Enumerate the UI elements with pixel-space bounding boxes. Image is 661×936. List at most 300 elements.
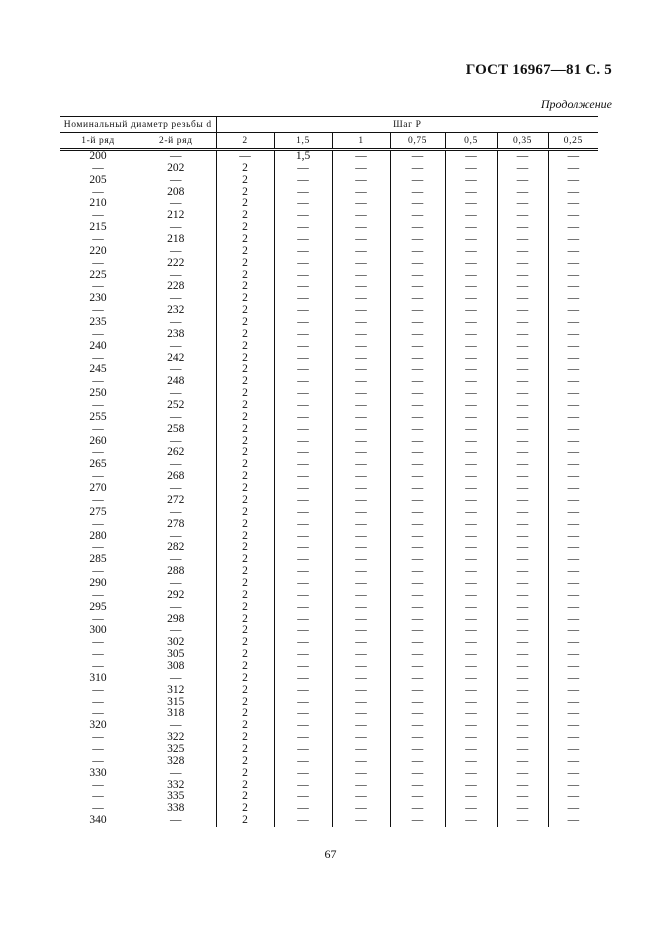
table-cell: — [136,293,216,305]
table-cell: — [567,411,580,423]
table-cell: — [497,637,548,649]
table-cell: — [390,661,445,673]
table-cell: — [497,293,548,305]
table-cell: — [92,696,104,708]
table-cell: 230 [89,293,107,305]
table-cell: — [274,388,332,400]
table-cell: — [274,210,332,222]
table-cell: — [497,697,548,709]
table-cell: — [497,376,548,388]
table-row [60,246,598,258]
table-cell: — [567,637,580,649]
table-cell: — [274,495,332,507]
table-cell: — [567,352,580,364]
table-row [60,353,598,365]
table-cell: — [567,150,580,162]
table-cell: — [390,246,445,258]
table-cell: — [445,566,497,578]
table-cell: — [274,744,332,756]
table-row [60,732,598,744]
table-cell: 285 [89,554,107,566]
table-cell: — [332,424,390,436]
table-cell: 315 [136,697,216,709]
table-cell: — [445,625,497,637]
table-row [60,720,598,732]
table-cell: — [390,281,445,293]
table-cell: — [497,258,548,270]
table-cell: — [497,685,548,697]
table-cell: — [92,637,104,649]
table-cell: 258 [136,424,216,436]
table-cell: 218 [136,234,216,246]
table-cell: — [497,744,548,756]
table-cell: 1,5 [274,150,332,163]
table-cell: — [497,649,548,661]
table-cell: — [390,305,445,317]
table-cell: 332 [136,780,216,792]
table-cell: — [567,613,580,625]
table-cell: 212 [136,210,216,222]
table-cell: 208 [136,187,216,199]
table-cell: — [445,258,497,270]
table-cell: — [445,542,497,554]
table-cell: — [274,483,332,495]
table-cell: — [390,697,445,709]
table-cell: — [567,174,580,186]
table-cell: — [274,412,332,424]
table-row [60,566,598,578]
table-cell: — [92,779,104,791]
table-cell: 202 [136,163,216,175]
header-pitch: Шаг P [216,117,598,133]
table-row [60,364,598,376]
table-cell: — [567,328,580,340]
table-cell: — [445,329,497,341]
table-cell: — [92,684,104,696]
table-cell: — [567,198,580,210]
table-cell: — [216,150,274,163]
table-cell: — [567,589,580,601]
table-cell: — [390,258,445,270]
table-row [60,614,598,626]
table-cell: — [390,234,445,246]
table-cell: — [92,210,104,222]
table-cell: — [390,519,445,531]
table-cell: 2 [216,566,274,578]
table-cell: — [332,329,390,341]
table-cell: — [92,542,104,554]
table-cell: — [567,210,580,222]
table-cell: — [567,791,580,803]
table-cell: 2 [216,495,274,507]
table-cell: — [567,162,580,174]
table-cell: — [567,471,580,483]
table-cell: — [567,447,580,459]
table-cell: 288 [136,566,216,578]
table-cell: 262 [136,447,216,459]
table-cell: — [390,566,445,578]
table-cell: — [497,317,548,329]
table-cell: — [445,720,497,732]
table-cell: 2 [216,483,274,495]
table-cell: — [497,673,548,685]
table-cell: — [92,423,104,435]
table-cell: — [497,270,548,282]
table-cell: — [567,542,580,554]
table-cell: — [136,531,216,543]
table-cell: 298 [136,614,216,626]
table-cell: — [92,281,104,293]
table-cell: — [445,602,497,614]
table-row [60,281,598,293]
table-cell: — [497,353,548,365]
table-cell: — [92,447,104,459]
table-cell: — [274,697,332,709]
table-cell: — [445,412,497,424]
table-cell: — [136,459,216,471]
table-cell: 2 [216,198,274,210]
header-pitch-col: 1,5 [274,133,332,150]
table-cell: — [274,590,332,602]
header-pitch-col: 0,5 [445,133,497,150]
table-cell: — [92,471,104,483]
table-cell: 272 [136,495,216,507]
table-cell: — [274,424,332,436]
table-cell: — [445,507,497,519]
table-cell: 2 [216,780,274,792]
table-cell: 2 [216,436,274,448]
table-cell: — [274,353,332,365]
table-cell: — [390,791,445,803]
continuation-label: Продолжение [540,97,612,111]
table-cell: — [136,364,216,376]
table-cell: 2 [216,424,274,436]
table-cell: — [390,163,445,175]
table-cell: 308 [136,661,216,673]
table-cell: — [497,732,548,744]
table-cell: — [332,566,390,578]
table-cell: — [274,258,332,270]
table-row [60,483,598,495]
table-row [60,780,598,792]
table-cell: — [390,341,445,353]
table-cell: 225 [89,269,107,281]
table-cell: 2 [216,815,274,827]
table-cell: 2 [216,341,274,353]
table-cell: — [567,281,580,293]
table-cell: 2 [216,625,274,637]
table-cell: 200 [89,150,107,162]
table-cell: — [497,341,548,353]
table-row [60,376,598,388]
table-cell: — [567,293,580,305]
table-cell: — [332,507,390,519]
table-cell: — [274,708,332,720]
table-cell: — [445,744,497,756]
table-cell: — [445,483,497,495]
table-cell: 275 [89,506,107,518]
table-cell: — [445,187,497,199]
table-cell: — [567,577,580,589]
table-cell: 2 [216,388,274,400]
table-row [60,459,598,471]
table-cell: 2 [216,519,274,531]
table-cell: — [445,222,497,234]
table-cell: — [332,625,390,637]
table-cell: 2 [216,578,274,590]
table-cell: — [497,388,548,400]
table-cell: — [497,187,548,199]
table-cell: — [497,364,548,376]
table-cell: 2 [216,471,274,483]
table-cell: 2 [216,163,274,175]
table-cell: — [390,815,445,827]
table-cell: 265 [89,459,107,471]
table-cell: — [567,269,580,281]
table-cell: — [390,507,445,519]
table-cell: 300 [89,625,107,637]
table-cell: — [497,803,548,815]
table-cell: — [567,732,580,744]
table-cell: — [497,329,548,341]
table-cell: — [567,305,580,317]
table-cell: — [390,625,445,637]
table-cell: — [390,198,445,210]
table-row [60,175,598,187]
table-cell: — [332,317,390,329]
table-cell: — [92,352,104,364]
table-cell: — [567,459,580,471]
table-row [60,412,598,424]
table-cell: — [567,743,580,755]
table-cell: 2 [216,637,274,649]
table-cell: — [390,329,445,341]
table-cell: — [390,542,445,554]
table-cell: — [274,246,332,258]
table-cell: — [567,803,580,815]
table-cell: 250 [89,388,107,400]
table-row [60,305,598,317]
table-cell: — [390,222,445,234]
table-cell: — [445,471,497,483]
table-cell: — [390,187,445,199]
table-cell: — [332,590,390,602]
table-cell: 228 [136,281,216,293]
table-cell: — [92,566,104,578]
table-cell: — [445,756,497,768]
table-cell: 325 [136,744,216,756]
table-cell: — [332,270,390,282]
table-cell: — [274,542,332,554]
table-cell: 338 [136,803,216,815]
table-cell: — [390,602,445,614]
table-cell: — [567,554,580,566]
table-row [60,447,598,459]
table-cell: — [390,175,445,187]
table-cell: 2 [216,293,274,305]
table-cell: — [567,388,580,400]
table-cell: — [274,471,332,483]
document-code: ГОСТ 16967—81 С. 5 [465,62,612,78]
table-cell: — [274,317,332,329]
table-cell: — [567,767,580,779]
table-cell: — [567,400,580,412]
table-cell: — [332,246,390,258]
table-cell: — [390,424,445,436]
table-cell: — [274,637,332,649]
table-cell: — [274,376,332,388]
table-cell: — [445,424,497,436]
table-cell: — [445,210,497,222]
table-cell: — [92,732,104,744]
table-cell: 2 [216,246,274,258]
table-cell: — [445,317,497,329]
table-cell: — [445,270,497,282]
table-cell: — [567,423,580,435]
table-cell: — [567,364,580,376]
table-cell: — [497,198,548,210]
table-cell: — [92,305,104,317]
table-cell: — [274,187,332,199]
table-cell: — [136,720,216,732]
table-cell: — [274,281,332,293]
table-cell: — [567,506,580,518]
table-row [60,293,598,305]
table-cell: — [332,768,390,780]
table-cell: — [274,293,332,305]
table-cell: — [567,234,580,246]
table-cell: — [445,175,497,187]
table-cell: 340 [89,815,107,827]
table-cell: — [274,578,332,590]
table-cell: — [445,293,497,305]
table-cell: — [445,637,497,649]
table-cell: 255 [89,411,107,423]
table-cell: 305 [136,649,216,661]
table-cell: — [332,614,390,626]
table-row [60,554,598,566]
table-cell: — [332,471,390,483]
table-cell: — [390,732,445,744]
table-cell: — [136,602,216,614]
table-cell: — [136,150,216,163]
table-cell: — [332,649,390,661]
table-cell: 2 [216,329,274,341]
table-cell: 330 [89,767,107,779]
table-cell: — [390,376,445,388]
table-cell: 278 [136,519,216,531]
table-cell: — [567,317,580,329]
table-cell: — [390,803,445,815]
table-cell: 242 [136,353,216,365]
table-row [60,602,598,614]
table-row [60,708,598,720]
table-cell: — [390,685,445,697]
table-cell: — [497,507,548,519]
table-cell: — [497,756,548,768]
table-row [60,791,598,803]
table-cell: 2 [216,720,274,732]
table-cell: — [92,649,104,661]
table-cell: — [497,150,548,163]
table-cell: — [332,744,390,756]
table-cell: — [332,234,390,246]
table-cell: — [332,388,390,400]
table-cell: 2 [216,614,274,626]
table-cell: — [332,732,390,744]
table-cell: — [274,531,332,543]
table-cell: — [497,614,548,626]
table-cell: — [445,447,497,459]
table-cell: 2 [216,649,274,661]
table-cell: — [390,744,445,756]
table-cell: — [390,210,445,222]
table-cell: 2 [216,412,274,424]
table-cell: — [390,317,445,329]
table-row [60,341,598,353]
header-nominal-diameter: Номинальный диаметр резьбы d [60,117,216,133]
table-cell: — [497,780,548,792]
table-cell: — [390,756,445,768]
table-cell: — [567,222,580,234]
table-cell: 2 [216,376,274,388]
table-cell: — [274,507,332,519]
table-cell: — [567,815,580,827]
table-cell: — [445,791,497,803]
table-body [60,150,598,827]
table-cell: — [445,376,497,388]
table-cell: — [390,270,445,282]
table-cell: — [274,685,332,697]
table-cell: 270 [89,483,107,495]
table-cell: — [497,436,548,448]
table-cell: 2 [216,768,274,780]
table-cell: — [497,554,548,566]
table-cell: — [332,578,390,590]
table-cell: 310 [89,672,107,684]
table-cell: — [92,589,104,601]
table-cell: — [332,780,390,792]
table-row [60,222,598,234]
table-cell: — [567,660,580,672]
table-cell: 312 [136,685,216,697]
table-cell: — [390,150,445,163]
table-cell: — [497,483,548,495]
table-cell: — [332,483,390,495]
table-cell: — [332,815,390,827]
table-cell: — [274,673,332,685]
table-cell: — [497,566,548,578]
table-row [60,150,598,163]
table-cell: — [136,246,216,258]
table-row [60,187,598,199]
table-row [60,507,598,519]
table-cell: — [274,234,332,246]
table-cell: — [390,447,445,459]
table-cell: — [92,708,104,720]
table-cell: — [390,483,445,495]
table-cell: — [274,175,332,187]
table-cell: 260 [89,435,107,447]
table-cell: — [332,637,390,649]
table-cell: — [274,614,332,626]
table-cell: — [445,815,497,827]
table-cell: 222 [136,258,216,270]
table-row [60,329,598,341]
table-cell: — [332,198,390,210]
table-cell: — [497,768,548,780]
table-cell: — [497,791,548,803]
